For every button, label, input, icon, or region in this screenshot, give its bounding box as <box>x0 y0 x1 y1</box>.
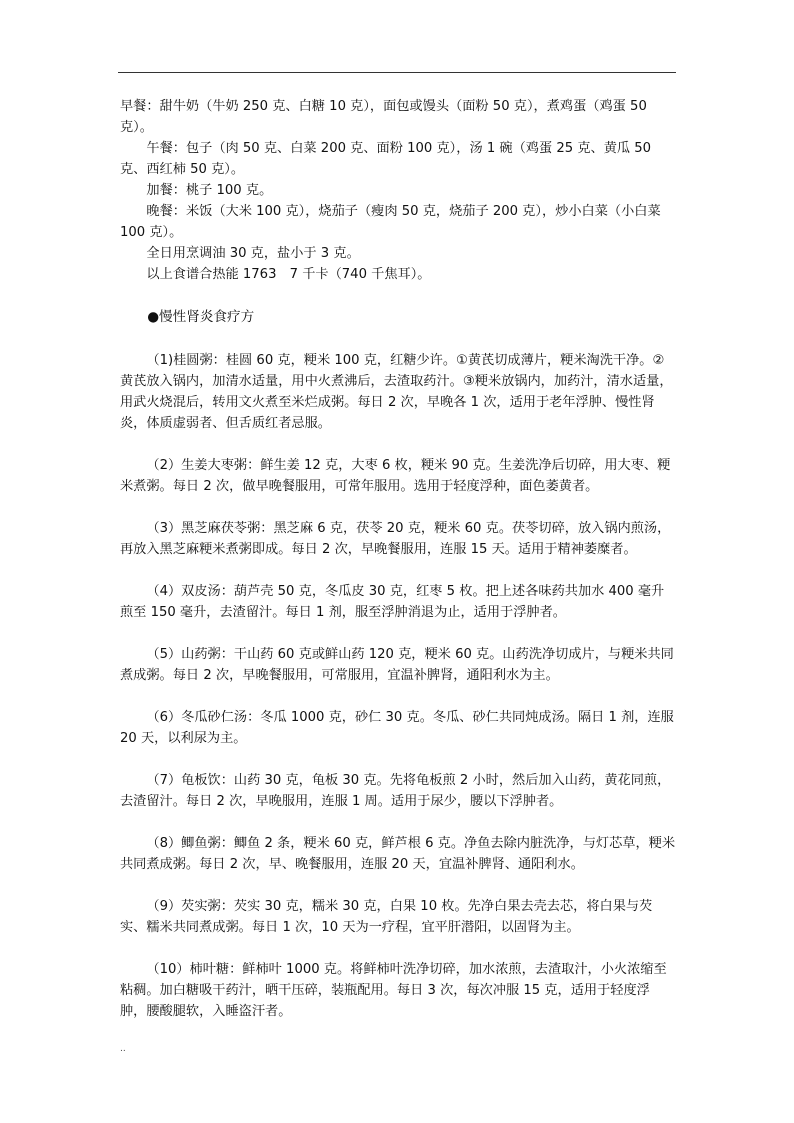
remedy-7: （7）龟板饮：山药 30 克，龟板 30 克。先将龟板煎 2 小时，然后加入山药，黄花同煎，去渣留汁。每日 2 次，早晚服用，连服 1 周。适用于尿少，腰以下浮肿者。 <box>120 773 671 809</box>
menu-energy-total: 以上食谱合热能 1763 7 千卡（740 千焦耳）。 <box>146 267 431 282</box>
remedy-5: （5）山药粥：干山药 60 克或鲜山药 120 克，粳米 60 克。山药洗净切成片，与粳米共同煮成粥。每日 2 次，早晚餐服用，可常服用，宜温补脾肾，通阳利水为主。 <box>120 647 674 683</box>
menu-oil-salt: 全日用烹调油 30 克，盐小于 3 克。 <box>146 246 360 261</box>
menu-lunch: 午餐：包子（肉 50 克、白菜 200 克、面粉 100 克），汤 1 碗（鸡蛋 25 克、黄瓜 50 克、西红柿 50 克）。 <box>120 141 652 177</box>
section-heading: ●慢性肾炎食疗方 <box>147 309 255 325</box>
menu-dinner: 晚餐：米饭（大米 100 克），烧茄子（瘦肉 50 克，烧茄子 200 克），炒小白菜（小白菜 100 克）。 <box>120 204 661 240</box>
header-rule <box>118 72 676 73</box>
menu-snack: 加餐：桃子 100 克。 <box>146 183 273 198</box>
menu-breakfast: 早餐：甜牛奶（牛奶 250 克、白糖 10 克），面包或馒头（面粉 50 克），煮鸡蛋（鸡蛋 50 克）。 <box>120 99 647 135</box>
remedy-2: （2）生姜大枣粥：鲜生姜 12 克，大枣 6 枚，粳米 90 克。生姜洗净后切碎，用大枣、粳米煮粥。每日 2 次，做早晚餐服用，可常年服用。选用于轻度浮种，面色萎黄者。 <box>120 458 671 494</box>
document-body <box>120 96 676 1022</box>
remedy-8: （8）鲫鱼粥：鲫鱼 2 条，粳米 60 克，鲜芦根 6 克。净鱼去除内脏洗净，与灯芯草，粳米共同煮成粥。每日 2 次，早、晚餐服用，连服 20 天，宜温补脾肾、通阳利水。 <box>120 836 676 872</box>
footer-mark: .. <box>120 1044 126 1054</box>
remedy-1: （1)桂圆粥：桂圆 60 克，粳米 100 克，红糖少许。①黄芪切成薄片，粳米淘洗干净。②黄芪放入锅内，加清水适量，用中火煮沸后，去渣取药汁。③粳米放锅内，加药汁，清水适量，用武火烧混后，转用文火煮至米烂成粥。每日 2 次，早晚各 1 次，适用于老年浮肿、慢性肾炎，体质虚弱者、但舌质红者忌服。 <box>120 353 673 431</box>
remedy-3: （3）黑芝麻茯苓粥：黑芝麻 6 克，茯苓 20 克，粳米 60 克。茯苓切碎，放入锅内煎汤，再放入黑芝麻粳米煮粥即成。每日 2 次，早晚餐服用，连服 15 天。适用于精神萎糜者。 <box>120 521 671 557</box>
remedy-10: （10）柿叶糖：鲜柿叶 1000 克。将鲜柿叶洗净切碎，加水浓煎，去渣取汁，小火浓缩至粘稠。加白糖吸干药汁，晒干压碎，装瓶配用。每日 3 次，每次冲服 15 克，适用于轻度浮肿，腰酸腿软，入睡盗汗者。 <box>120 962 667 1019</box>
remedy-4: （4）双皮汤：葫芦壳 50 克，冬瓜皮 30 克，红枣 5 枚。把上述各味药共加水 400 毫升煎至 150 毫升，去渣留汁。每日 1 剂，服至浮肿消退为止，适用于浮肿者。 <box>120 584 665 620</box>
remedy-6: （6）冬瓜砂仁汤：冬瓜 1000 克，砂仁 30 克。冬瓜、砂仁共同炖成汤。隔日 1 剂，连服 20 天，以利尿为主。 <box>120 710 674 746</box>
remedy-9: （9）芡实粥：芡实 30 克，糯米 30 克，白果 10 枚。先净白果去壳去芯，将白果与芡实、糯米共同煮成粥。每日 1 次，10 天为一疗程，宜平肝潜阳，以固肾为主。 <box>120 899 653 935</box>
